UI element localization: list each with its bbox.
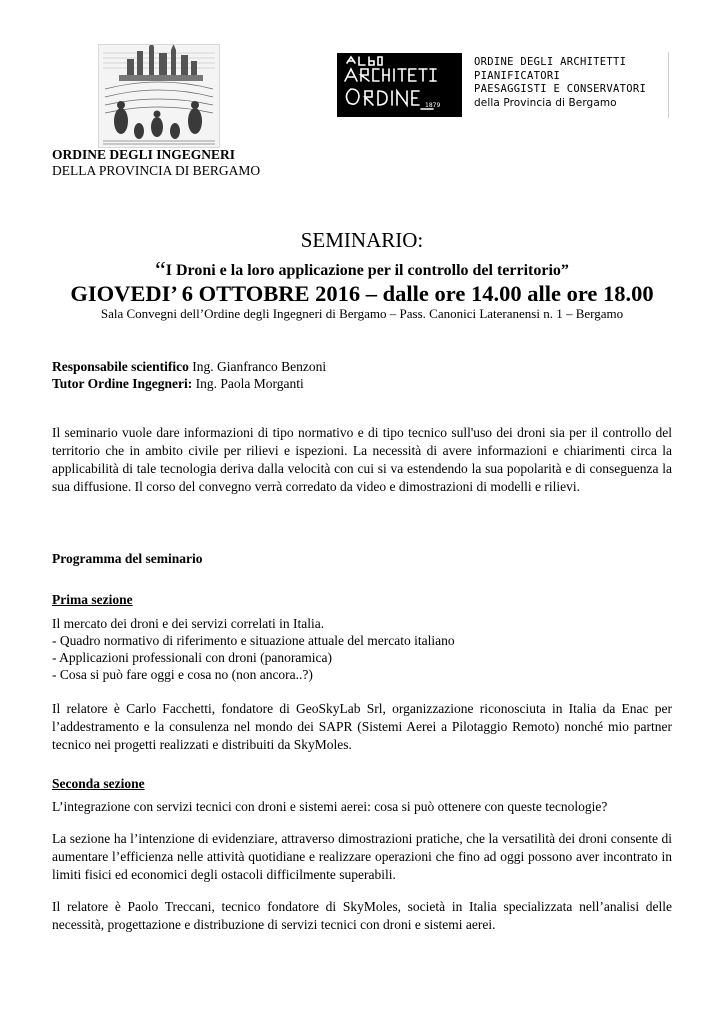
list-item: - Applicazioni professionali con droni (panoramica) bbox=[52, 650, 333, 665]
architetti-line-2: PIANIFICATORI bbox=[474, 69, 561, 82]
intro-paragraph: Il seminario vuole dare informazioni di tipo normativo e di tipo tecnico sull'uso dei droni sia per il controllo del territorio che in ambito civile per rilievi e ispezioni. La necessità di avere informazioni e chiarimenti circa la applicabilità di tale tecnologia deriva dalla velocità con cui si va estendendo la sua popolarità e di conseguenza la sua diffusione. Il corso del convegno verrà corredato da video e dimostrazioni di modelli e rilievi. bbox=[52, 425, 672, 494]
responsibles-block bbox=[52, 358, 326, 392]
tutor-label: Tutor Ordine Ingegneri: bbox=[52, 376, 193, 391]
programme-heading: Programma del seminario bbox=[52, 551, 203, 566]
list-item: - Quadro normativo di riferimento e situazione attuale del mercato italiano bbox=[52, 633, 455, 648]
seminar-title-text: I Droni e la loro applicazione per il controllo del territorio” bbox=[165, 262, 569, 279]
section1-heading: Prima sezione bbox=[52, 592, 133, 607]
architetti-org-name bbox=[474, 56, 646, 110]
section1-speaker: Il relatore è Carlo Facchetti, fondatore di GeoSkyLab Srl, organizzazione riconosciuta in Italia da Enac per l’addestramento e la consulenza nel mondo dei SAPR (Sistemi Aerei a Pilotaggio Remoto) nonché mio partner tecnico nei progetti realizzati e distribuiti da SkyMoles. bbox=[52, 701, 672, 752]
section2-intro: L’integrazione con servizi tecnici con droni e sistemi aerei: cosa si può ottenere con queste tecnologie? bbox=[52, 799, 608, 814]
ingegneri-org-name bbox=[52, 147, 260, 179]
section2-body: La sezione ha l’intenzione di evidenziare, attraverso dimostrazioni pratiche, che la versatilità dei droni consente di aumentare l’efficienza nelle attività quotidiane e realizzare operazioni che fino ad oggi possono aver incontrato in limiti fisici ed economici degli ostacoli difficilmente superabili. bbox=[52, 831, 672, 882]
seminar-date-time: GIOVEDI’ 6 OTTOBRE 2016 – dalle ore 14.00 alle ore 18.00 bbox=[70, 281, 654, 306]
ingegneri-engraving-logo bbox=[98, 44, 220, 148]
section1-topics bbox=[52, 615, 455, 683]
ingegneri-line-1: ORDINE DEGLI INGEGNERI bbox=[52, 147, 236, 162]
architetti-line-1: ORDINE DEGLI ARCHITETTI bbox=[474, 56, 627, 68]
tutor-name: Ing. Paola Morganti bbox=[192, 376, 304, 391]
section2-speaker: Il relatore è Paolo Treccani, tecnico fondatore di SkyMoles, società in Italia specializzata nell’analisi delle necessità, progettazione e distribuzione di servizi tecnici con droni e sistemi aerei. bbox=[52, 899, 672, 932]
svg-text:1879: 1879 bbox=[425, 102, 441, 109]
seminar-label: SEMINARIO: bbox=[300, 228, 424, 252]
list-item: - Cosa si può fare oggi e cosa no (non ancora..?) bbox=[52, 667, 313, 682]
header-divider bbox=[668, 52, 669, 118]
list-item: Il mercato dei droni e dei servizi correlati in Italia. bbox=[52, 616, 325, 631]
architetti-logo bbox=[337, 53, 462, 117]
scientific-name: Ing. Gianfranco Benzoni bbox=[188, 359, 327, 374]
seminar-open-quote: “ bbox=[155, 258, 166, 284]
section2-heading: Seconda sezione bbox=[52, 776, 145, 791]
scientific-label: Responsabile scientifico bbox=[52, 359, 189, 374]
seminar-venue: Sala Convegni dell’Ordine degli Ingegneri di Bergamo – Pass. Canonici Lateranensi n. 1 – Bergamo bbox=[100, 306, 624, 321]
ingegneri-line-2: DELLA PROVINCIA DI BERGAMO bbox=[52, 163, 261, 178]
architetti-line-4: della Provincia di Bergamo bbox=[474, 96, 617, 109]
architetti-line-3: PAESAGGISTI E CONSERVATORI bbox=[474, 83, 647, 95]
